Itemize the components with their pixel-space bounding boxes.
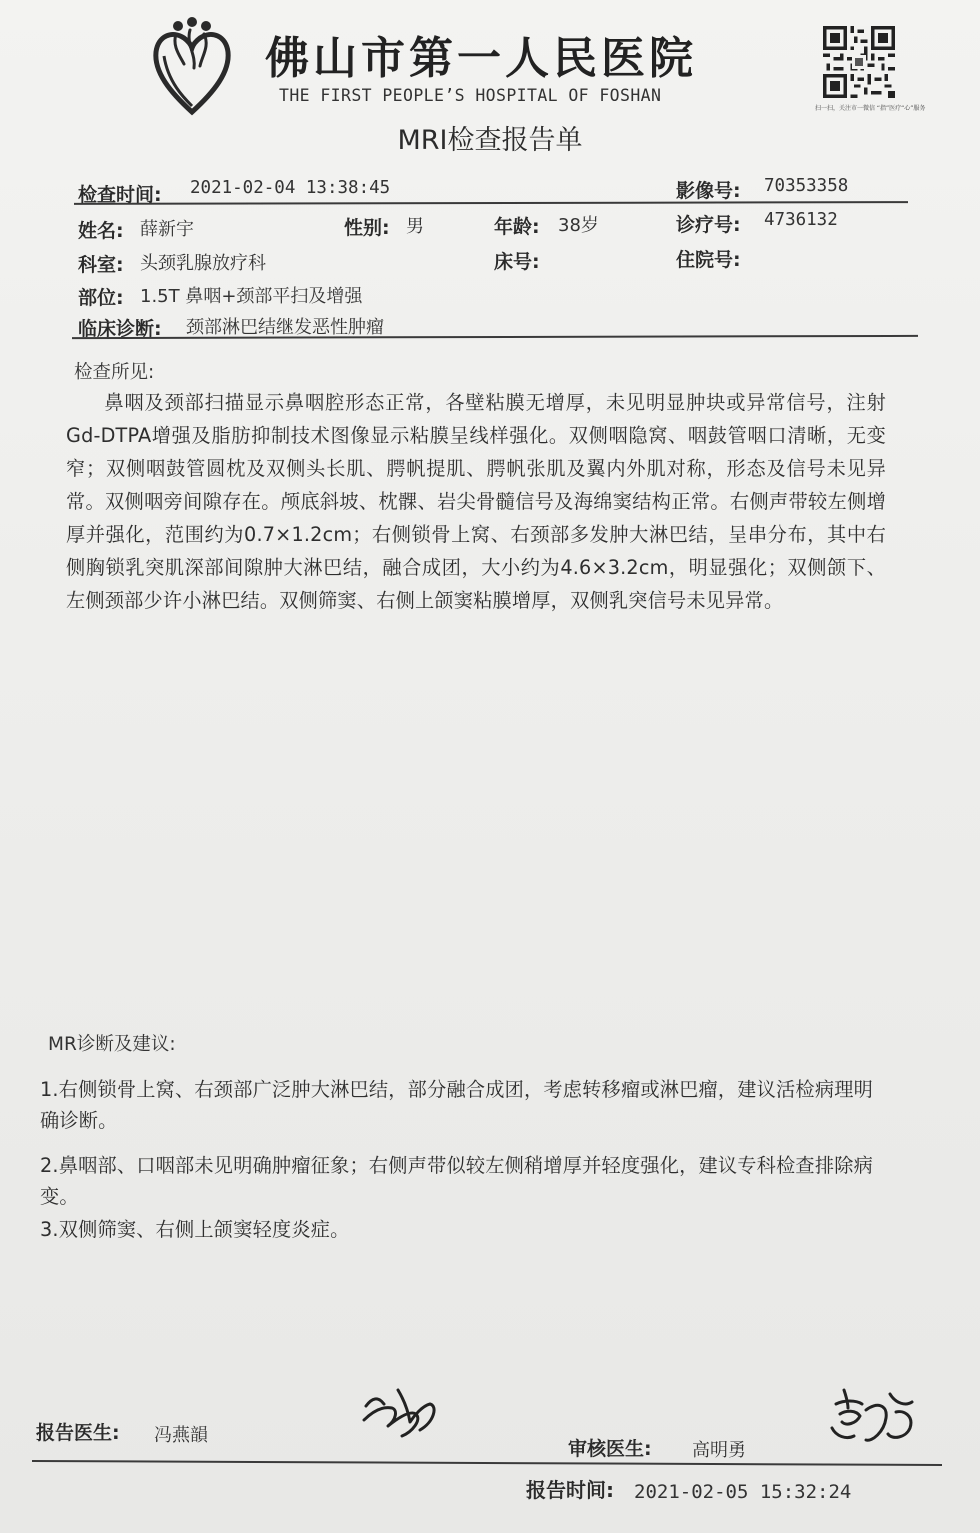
report-title: MRI检查报告单 <box>397 125 583 156</box>
clinic-no-label: 诊疗号: <box>676 214 741 236</box>
inpatient-label: 住院号: <box>676 249 741 271</box>
gender-value: 男 <box>406 216 424 237</box>
reviewer-signature-icon <box>826 1384 922 1454</box>
reviewer-label: 审核医生: <box>568 1438 652 1460</box>
hospital-name-cn: 佛山市第一人民医院 <box>265 33 697 84</box>
findings-title: 检查所见: <box>74 362 155 383</box>
qr-caption: 扫一扫，关注市一微信 “指”医疗“心”服务 <box>815 105 926 112</box>
image-no-value: 70353358 <box>764 176 849 196</box>
diagnosis-item-3: 3.双侧筛窦、右侧上颌窦轻度炎症。 <box>40 1218 350 1241</box>
gender-label: 性别: <box>344 217 390 239</box>
reporter-label: 报告医生: <box>36 1422 120 1444</box>
dept-label: 科室: <box>78 254 124 276</box>
qr-code-block <box>815 26 926 130</box>
age-label: 年龄: <box>494 216 540 238</box>
bed-label: 床号: <box>494 251 540 273</box>
reporter-signature-icon <box>358 1376 448 1446</box>
header-rule <box>74 201 908 205</box>
dept-value: 头颈乳腺放疗科 <box>140 253 266 274</box>
clinic-no-value: 4736132 <box>764 210 838 230</box>
report-time-label: 报告时间: <box>526 1478 614 1502</box>
footer-rule <box>32 1460 942 1466</box>
diagnosis-item-1: 1.右侧锁骨上窝、右颈部广泛肿大淋巴结，部分融合成团，考虑转移瘤或淋巴瘤，建议活检病理明确诊断。 <box>40 1078 873 1132</box>
report-time-value: 2021-02-05 15:32:24 <box>634 1481 852 1503</box>
diagnosis-item-2: 2.鼻咽部、口咽部未见明确肿瘤征象；右侧声带似较左侧稍增厚并轻度强化，建议专科检查排除病变。 <box>40 1154 873 1208</box>
clinical-dx-value: 颈部淋巴结继发恶性肿瘤 <box>186 317 384 338</box>
hospital-logo-icon <box>150 12 234 116</box>
name-label: 姓名: <box>78 220 124 242</box>
clinical-dx-label: 临床诊断: <box>78 318 162 340</box>
diagnosis-title: MR诊断及建议: <box>48 1034 176 1055</box>
hospital-name-en: THE FIRST PEOPLE’S HOSPITAL OF FOSHAN <box>279 86 662 105</box>
reporter-name: 冯燕韻 <box>154 1425 208 1446</box>
qr-code-icon <box>823 26 895 98</box>
image-no-label: 影像号: <box>676 180 741 202</box>
site-label: 部位: <box>78 287 124 309</box>
findings-text: 鼻咽及颈部扫描显示鼻咽腔形态正常，各壁粘膜无增厚，未见明显肿块或异常信号，注射Gd-DTPA增强及脂肪抑制技术图像显示粘膜呈线样强化。双侧咽隐窝、咽鼓管咽口清晰，无变窄；双侧咽鼓管圆枕及双侧头长肌、腭帆提肌、腭帆张肌及翼内外肌对称，形态及信号未见异常。双侧咽旁间隙存在。颅底斜坡、枕髁、岩尖骨髓信号及海绵窦结构正常。右侧声带较左侧增厚并强化，范围约为0.7×1.2cm；右侧锁骨上窝、右颈部多发肿大淋巴结，呈串分布，其中右侧胸锁乳突肌深部间隙肿大淋巴结，融合成团，大小约为4.6×3.2cm，明显强化；双侧颌下、左侧颈部少许小淋巴结。双侧筛窦、右侧上颌窦粘膜增厚，双侧乳突信号未见异常。 <box>66 391 886 612</box>
site-value: 1.5T 鼻咽+颈部平扫及增强 <box>140 286 363 307</box>
reviewer-name: 高明勇 <box>692 1440 746 1461</box>
exam-time-label: 检查时间: <box>78 184 162 206</box>
age-value: 38岁 <box>558 215 599 236</box>
exam-time-value: 2021-02-04 13:38:45 <box>190 178 391 198</box>
name-value: 薛新宇 <box>140 219 194 240</box>
